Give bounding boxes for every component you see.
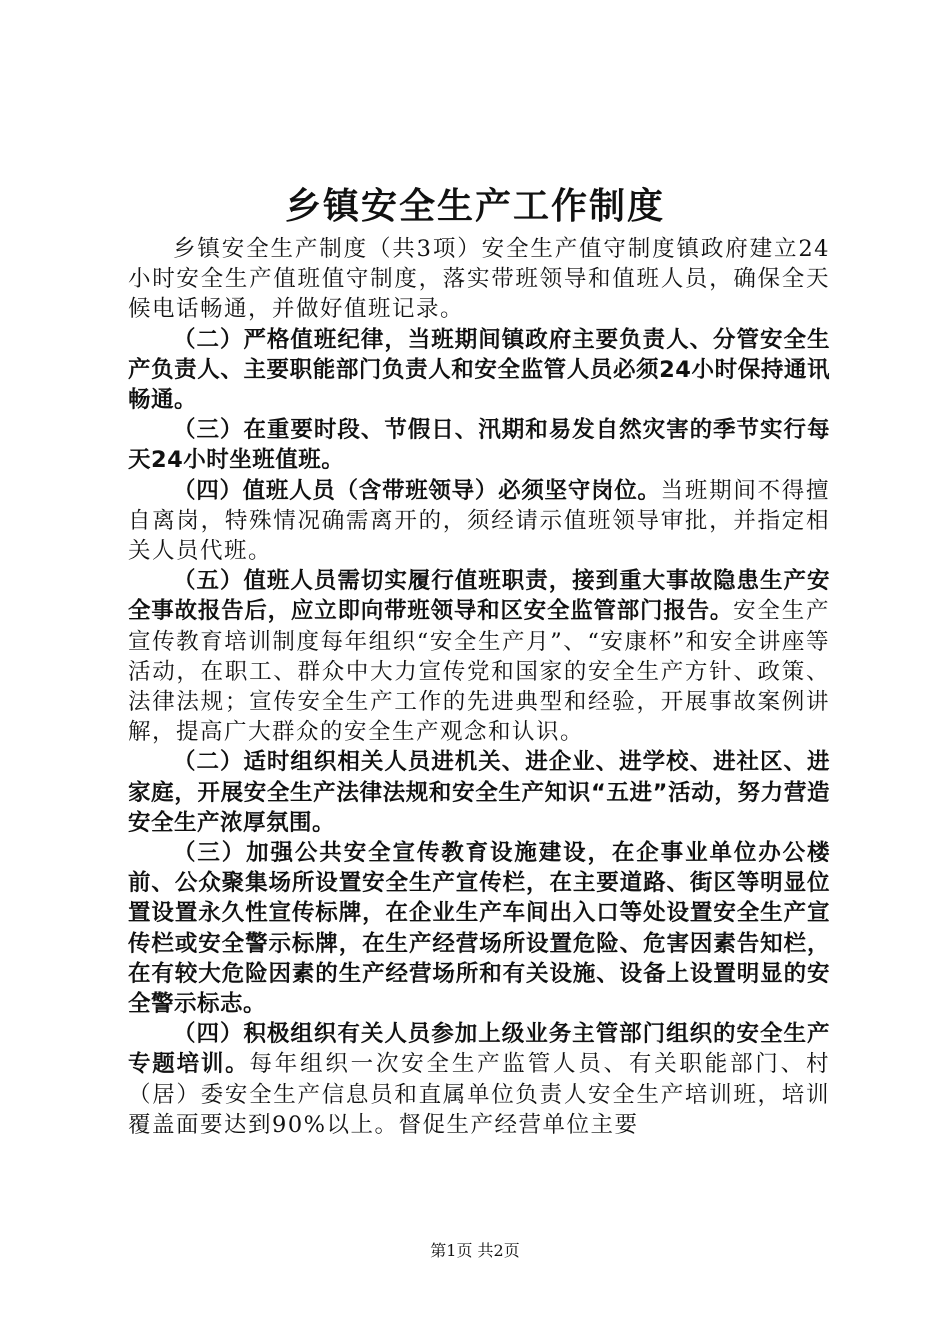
paragraph-text: 当班期间不得擅自离岗，特殊情况确需离开的，须经请示值班领导审批，并指定相关人员代班。 [128, 477, 830, 565]
paragraph-text: 乡镇安全生产制度（共3项）安全生产值守制度镇政府建立24小时安全生产值班值守制度，落实带班领导和值班人员，确保全天候电话畅通，并做好值班记录。 [128, 236, 830, 323]
document-body [128, 234, 830, 1140]
paragraph-heading: （四）积极组织有关人员参加上级业务主管部门组织的安全生产专题培训。 [128, 1021, 830, 1078]
paragraph-heading: （三）加强公共安全宣传教育设施建设，在企事业单位办公楼前、公众聚集场所设置安全生产宣传栏，在主要道路、街区等明显位置设置永久性宣传标牌，在企业生产车间出入口等处设置安全生产宣传栏或安全警示标牌，在生产经营场所设置危险、危害因素告知栏，在有较大危险因素的生产经营场所和有关设施、设备上设置明显的安全警示标志。 [128, 840, 830, 1018]
paragraph-4 [128, 476, 830, 567]
paragraph-1 [128, 234, 830, 325]
paragraph-text: 安全生产宣传教育培训制度每年组织“安全生产月”、“安康杯”和安全讲座等活动，在职工、群众中大力宣传党和国家的安全生产方针、政策、法律法规；宣传安全生产工作的先进典型和经验，开展事故案例讲解，提高广大群众的安全生产观念和认识。 [128, 598, 830, 746]
paragraph-2 [128, 325, 830, 416]
paragraph-6 [128, 747, 830, 838]
paragraph-heading: （三）在重要时段、节假日、汛期和易发自然灾害的季节实行每天24小时坐班值班。 [128, 417, 830, 474]
document-title: 乡镇安全生产工作制度 [284, 186, 665, 227]
paragraph-7 [128, 838, 830, 1019]
paragraph-5 [128, 566, 830, 747]
paragraph-heading: （二）适时组织相关人员进机关、进企业、进学校、进社区、进家庭，开展安全生产法律法规和安全生产知识“五进”活动，努力营造安全生产浓厚氛围。 [128, 749, 830, 836]
paragraph-heading: （五）值班人员需切实履行值班职责，接到重大事故隐患生产安全事故报告后，应立即向带班领导和区安全监管部门报告。 [128, 568, 830, 625]
paragraph-heading: （四）值班人员（含带班领导）必须坚守岗位。 [173, 477, 661, 504]
paragraph-8 [128, 1019, 830, 1140]
paragraph-3 [128, 415, 830, 475]
page-footer: 第1页 共2页 [430, 1241, 520, 1260]
paragraph-text: 每年组织一次安全生产监管人员、有关职能部门、村（居）委安全生产信息员和直属单位负责人安全生产培训班，培训覆盖面要达到90%以上。督促生产经营单位主要 [128, 1051, 830, 1138]
paragraph-heading: （二）严格值班纪律，当班期间镇政府主要负责人、分管安全生产负责人、主要职能部门负责人和安全监管人员必须24小时保持通讯畅通。 [128, 326, 830, 414]
